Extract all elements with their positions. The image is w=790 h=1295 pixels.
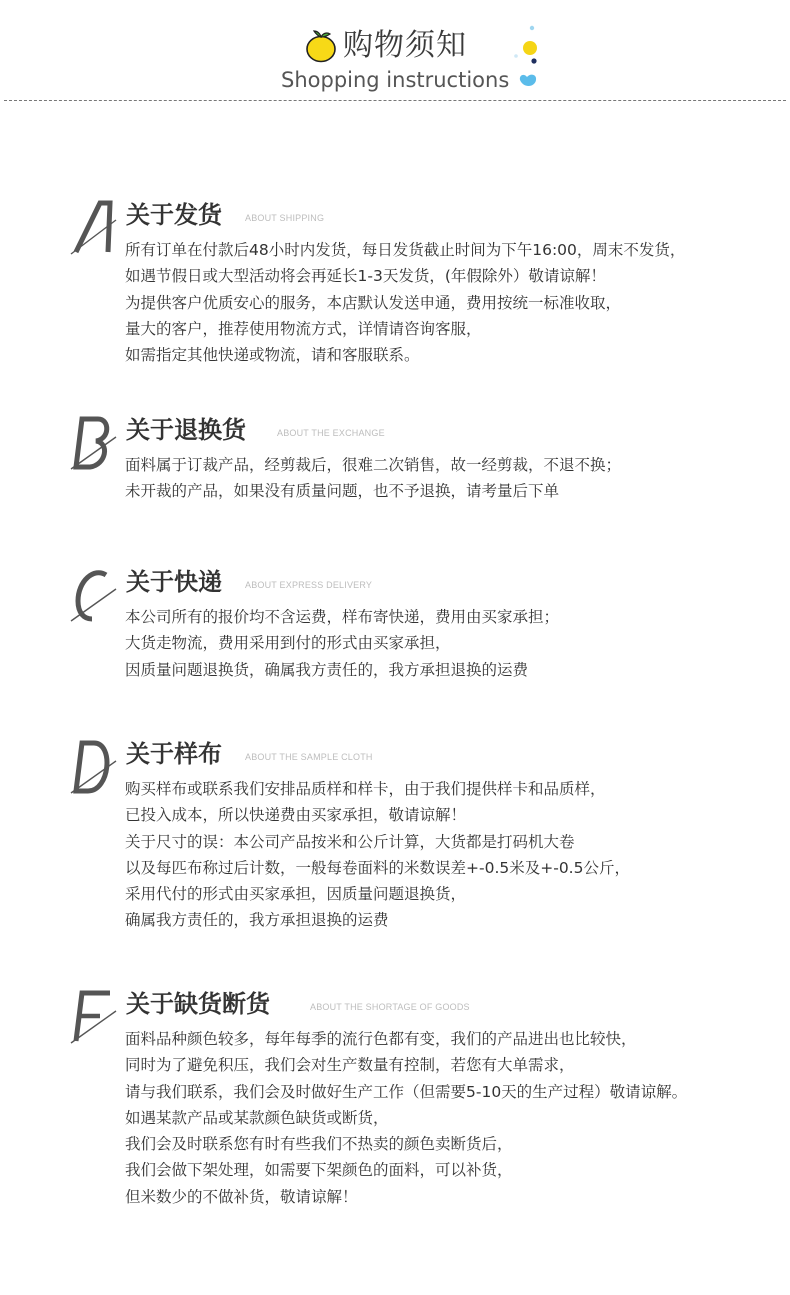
section-text xyxy=(125,604,559,683)
text-line: 采用代付的形式由买家承担，因质量问题退换货， xyxy=(125,885,467,904)
section-text xyxy=(125,776,630,934)
text-line: 以及每匹布称过后计数，一般每卷面料的米数误差+-0.5米及+-0.5公斤， xyxy=(125,858,630,877)
section-text xyxy=(125,1026,687,1210)
section-title: 关于退换货 xyxy=(126,416,246,444)
section-text xyxy=(125,237,685,368)
text-line: 所有订单在付款后48小时内发货，每日发货截止时间为下午16:00，周末不发货， xyxy=(125,241,686,259)
text-line: 我们会及时联系您有时有些我们不热卖的颜色卖断货后， xyxy=(125,1135,513,1154)
text-line: 同时为了避免积压，我们会对生产数量有控制，若您有大单需求， xyxy=(125,1056,575,1075)
text-line: 面料品种颜色较多，每年每季的流行色都有变，我们的产品进出也比较快， xyxy=(125,1030,637,1048)
section-letter-c-icon xyxy=(70,567,118,623)
text-line: 如需指定其他快递或物流，请和客服联系。 xyxy=(125,346,420,365)
section-letter-b-icon xyxy=(70,415,118,471)
section-title: 关于发货 xyxy=(126,201,222,229)
text-line: 请与我们联系，我们会及时做好生产工作（但需要5-10天的生产过程）敬请谅解。 xyxy=(125,1082,688,1101)
text-line: 我们会做下架处理，如需要下架颜色的面料，可以补货， xyxy=(125,1161,513,1180)
text-line: 大货走物流，费用采用到付的形式由买家承担， xyxy=(125,634,451,653)
lemon-icon xyxy=(304,28,340,64)
text-line: 如遇节假日或大型活动将会再延长1-3天发货，(年假除外）敬请谅解！ xyxy=(125,267,606,286)
text-line: 但米数少的不做补货，敬请谅解！ xyxy=(125,1187,358,1206)
section-title: 关于缺货断货 xyxy=(126,990,270,1018)
text-line: 未开裁的产品，如果没有质量问题，也不予退换，请考量后下单 xyxy=(125,482,560,501)
text-line: 如遇某款产品或某款颜色缺货或断货， xyxy=(125,1108,389,1127)
text-line: 为提供客户优质安心的服务，本店默认发送申通，费用按统一标准收取， xyxy=(125,293,622,312)
section-letter-e-icon xyxy=(70,989,118,1045)
text-line: 已投入成本，所以快递费由买家承担，敬请谅解！ xyxy=(125,806,467,825)
section-title: 关于样布 xyxy=(126,740,222,768)
text-line: 本公司所有的报价均不含运费，样布寄快递，费用由买家承担； xyxy=(125,608,560,626)
text-line: 购买样布或联系我们安排品质样和样卡，由于我们提供样卡和品质样， xyxy=(125,780,606,798)
page-header xyxy=(0,0,790,110)
section-subtitle: ABOUT EXPRESS DELIVERY xyxy=(245,580,373,590)
section-subtitle: ABOUT THE SAMPLE CLOTH xyxy=(245,752,373,762)
text-line: 关于尺寸的误：本公司产品按米和公斤计算，大货都是打码机大卷 xyxy=(125,832,575,851)
section-subtitle: ABOUT THE SHORTAGE OF GOODS xyxy=(310,1002,470,1012)
section-letter-d-icon xyxy=(70,739,118,795)
text-line: 确属我方责任的，我方承担退换的运费 xyxy=(125,911,389,930)
section-title: 关于快递 xyxy=(126,568,222,596)
section-subtitle: ABOUT THE EXCHANGE xyxy=(277,428,385,438)
text-line: 量大的客户，推荐使用物流方式，详情请咨询客服， xyxy=(125,319,482,338)
decorative-dots-icon xyxy=(510,22,546,94)
page-subtitle: Shopping instructions xyxy=(281,68,510,92)
header-divider xyxy=(4,100,786,101)
section-text xyxy=(125,452,621,505)
text-line: 面料属于订裁产品，经剪裁后，很难二次销售，故一经剪裁，不退不换； xyxy=(125,456,622,474)
section-letter-a-icon xyxy=(70,200,118,256)
page-title: 购物须知 xyxy=(343,28,467,63)
section-subtitle: ABOUT SHIPPING xyxy=(245,213,325,223)
text-line: 因质量问题退换货，确属我方责任的，我方承担退换的运费 xyxy=(125,660,529,679)
